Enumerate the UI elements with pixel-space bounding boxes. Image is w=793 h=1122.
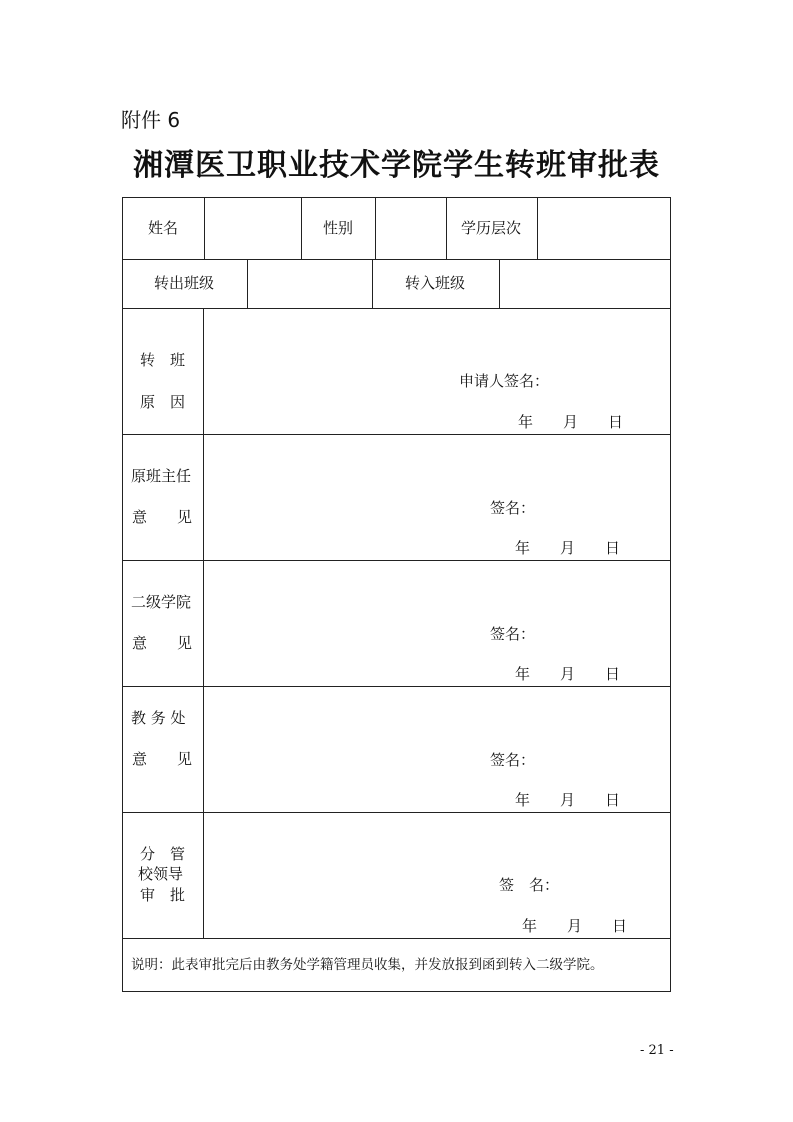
row-divider — [123, 812, 670, 813]
section-label: 原班主任 — [131, 467, 192, 485]
col-divider — [537, 198, 538, 259]
section-label: 意 见 — [132, 634, 193, 652]
row-divider — [123, 434, 670, 435]
row-divider — [123, 560, 670, 561]
col-divider — [375, 198, 376, 259]
date-label: 年 月 日 — [515, 791, 621, 809]
signature-label: 申请人签名： — [459, 372, 550, 390]
section-label: 二级学院 — [131, 593, 192, 611]
from-class-label: 转出班级 — [154, 274, 215, 292]
gender-label: 性别 — [323, 219, 354, 237]
section-label: 转 班 — [140, 351, 186, 369]
row-divider — [123, 308, 670, 309]
section-label: 原 因 — [140, 393, 186, 411]
col-divider — [499, 259, 500, 308]
gender-field[interactable] — [377, 200, 444, 257]
page-number: - 21 - — [640, 1043, 674, 1058]
row-divider — [123, 686, 670, 687]
col-divider — [446, 198, 447, 259]
to-class-label: 转入班级 — [405, 274, 466, 292]
signature-label: 签名： — [490, 751, 536, 769]
approval-form-table — [122, 197, 671, 992]
row-divider — [123, 259, 670, 260]
col-divider — [247, 259, 248, 308]
date-label: 年 月 日 — [522, 917, 628, 935]
date-label: 年 月 日 — [515, 539, 621, 557]
section-label: 意 见 — [132, 508, 193, 526]
section-label: 分 管 — [140, 845, 186, 863]
date-label: 年 月 日 — [515, 665, 621, 683]
col-divider — [204, 198, 205, 259]
from-class-field[interactable] — [249, 261, 370, 306]
signature-label: 签名： — [490, 499, 536, 517]
section-label: 校领导 — [138, 865, 184, 883]
col-divider — [203, 308, 204, 938]
form-title: 湘潭医卫职业技术学院学生转班审批表 — [133, 148, 660, 183]
signature-label: 签 名： — [499, 876, 560, 894]
attachment-label: 附件 6 — [121, 108, 181, 132]
col-divider — [372, 259, 373, 308]
col-divider — [301, 198, 302, 259]
row-divider — [123, 938, 670, 939]
name-field[interactable] — [206, 200, 299, 257]
section-label: 意 见 — [132, 750, 193, 768]
form-note: 说明：此表审批完后由教务处学籍管理员收集，并发放报到函到转入二级学院。 — [131, 957, 604, 973]
education-level-field[interactable] — [539, 200, 667, 257]
section-label: 教 务 处 — [131, 709, 186, 727]
date-label: 年 月 日 — [518, 413, 624, 431]
name-label: 姓名 — [148, 219, 179, 237]
to-class-field[interactable] — [501, 261, 667, 306]
signature-label: 签名： — [490, 625, 536, 643]
education-level-label: 学历层次 — [461, 219, 522, 237]
section-label: 审 批 — [140, 886, 186, 904]
